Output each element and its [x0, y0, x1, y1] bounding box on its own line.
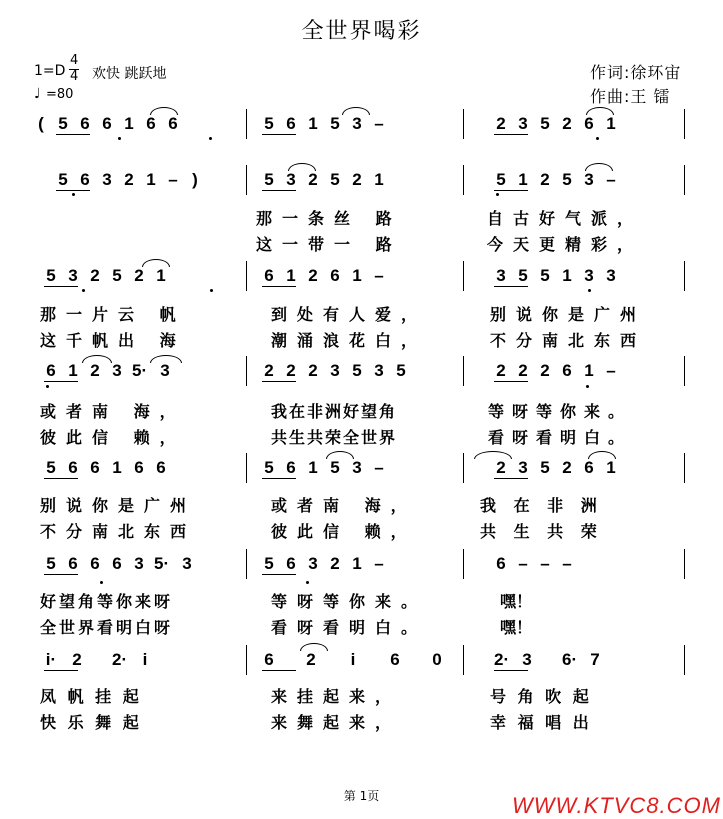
barline	[246, 645, 247, 675]
slur	[288, 163, 316, 171]
lyric-line: 幸 福 唱 出	[490, 713, 592, 732]
dash-extension: –	[606, 361, 616, 380]
barline	[463, 356, 464, 386]
octave-dot-below	[46, 385, 49, 388]
note: 6	[68, 554, 78, 573]
dash-extension: –	[518, 554, 528, 573]
slur	[150, 355, 182, 363]
eighth-beam	[262, 478, 296, 479]
note: 5	[330, 458, 340, 477]
note: i·	[45, 650, 57, 669]
lyric-line: 嘿！	[500, 592, 533, 611]
dash-extension: –	[374, 458, 384, 477]
barline	[684, 356, 685, 386]
octave-dot-below	[586, 385, 589, 388]
slur	[585, 163, 613, 171]
note: 3	[330, 361, 340, 380]
lyric-line: 共 生 共 荣	[480, 522, 603, 541]
note: 2	[90, 266, 100, 285]
eighth-beam	[44, 381, 78, 382]
note: 6	[80, 114, 90, 133]
note: 2	[562, 114, 572, 133]
lyric-line: 来挂起来，	[271, 687, 402, 706]
note: 5	[330, 114, 340, 133]
barline	[463, 549, 464, 579]
time-signature-top: 4	[70, 53, 79, 68]
eighth-beam	[262, 574, 296, 575]
note: 1	[352, 266, 362, 285]
note: 5	[562, 170, 572, 189]
lyric-line: 共生共荣全世界	[271, 428, 398, 447]
lyric-line: 快 乐 舞 起	[40, 713, 142, 732]
note: 3	[352, 114, 362, 133]
note: 5	[540, 114, 550, 133]
note: i	[142, 650, 148, 669]
note: 6	[168, 114, 178, 133]
note: 1	[374, 170, 384, 189]
octave-dot-below	[100, 581, 103, 584]
lyric-line: 彼此信 赖，	[271, 522, 417, 541]
note: 2	[286, 361, 296, 380]
eighth-beam	[262, 670, 296, 671]
note: 2	[562, 458, 572, 477]
eighth-beam	[494, 134, 528, 135]
lyric-line: 今天更精彩，	[487, 235, 644, 254]
eighth-beam	[44, 478, 78, 479]
slur	[588, 451, 616, 459]
note: 3	[606, 266, 616, 285]
octave-dot-below	[588, 289, 591, 292]
note: 2	[90, 361, 100, 380]
lyric-line: 彼此信 赖，	[40, 428, 186, 447]
note: 0	[432, 650, 442, 669]
note: 6	[584, 458, 594, 477]
metronome-bpm: =80	[46, 87, 74, 102]
note: 6	[584, 114, 594, 133]
dash-extension: –	[562, 554, 572, 573]
note: 3	[308, 554, 318, 573]
note: 2·	[112, 650, 128, 669]
note: 6	[264, 266, 274, 285]
note: 2	[540, 170, 550, 189]
note: i	[350, 650, 356, 669]
lyric-line: 嘿！	[500, 618, 533, 637]
barline	[463, 453, 464, 483]
eighth-beam	[494, 478, 528, 479]
note: 7	[590, 650, 600, 669]
lyric-line: 不分南北东西	[490, 331, 647, 350]
note: 1	[112, 458, 122, 477]
eighth-beam	[262, 286, 296, 287]
barline	[246, 165, 247, 195]
key-signature: 1=D	[34, 63, 66, 79]
dash-extension: –	[374, 266, 384, 285]
note: 3	[518, 458, 528, 477]
note: 5·	[154, 554, 170, 573]
dash-extension: –	[606, 170, 616, 189]
note: 3	[522, 650, 532, 669]
repeat-paren: )	[192, 170, 198, 189]
note: 5	[352, 361, 362, 380]
note: 5	[264, 114, 274, 133]
lyric-line: 自古好气派，	[487, 209, 644, 228]
slur	[142, 259, 170, 267]
slur	[150, 107, 178, 115]
lyric-line: 等呀等你来。	[488, 402, 633, 421]
eighth-beam	[262, 381, 296, 382]
octave-dot-below	[306, 581, 309, 584]
note: 6	[68, 458, 78, 477]
eighth-beam	[494, 381, 528, 382]
barline	[463, 165, 464, 195]
lyric-line: 我 在 非 洲	[480, 496, 603, 515]
lyric-line: 号 角 吹 起	[490, 687, 592, 706]
eighth-beam	[494, 286, 528, 287]
note: 2	[72, 650, 82, 669]
slur	[586, 107, 614, 115]
lyric-line: 看呀看明白。	[271, 618, 428, 637]
note: 1	[562, 266, 572, 285]
note: 2	[264, 361, 274, 380]
lyric-line: 那一条丝 路	[256, 209, 402, 228]
barline	[463, 645, 464, 675]
barline	[246, 453, 247, 483]
barline	[684, 261, 685, 291]
note: 1	[146, 170, 156, 189]
eighth-beam	[494, 670, 528, 671]
lyric-line: 那一片云 帆	[40, 305, 186, 324]
note: 6	[102, 114, 112, 133]
eighth-beam	[44, 574, 78, 575]
note: 6	[90, 554, 100, 573]
note: 2	[308, 361, 318, 380]
eighth-beam	[262, 190, 296, 191]
dash-extension: –	[168, 170, 178, 189]
composer: 作曲:王 镭	[590, 87, 671, 106]
note: 2	[352, 170, 362, 189]
lyric-line: 全世界看明白呀	[40, 618, 174, 637]
note: 1	[68, 361, 78, 380]
octave-dot-below	[72, 193, 75, 196]
barline	[463, 109, 464, 139]
eighth-beam	[56, 134, 90, 135]
slur	[82, 355, 112, 363]
lyric-line: 或者南 海，	[271, 496, 417, 515]
note: 1	[352, 554, 362, 573]
slur	[300, 643, 328, 651]
page-number: 第 1页	[343, 789, 380, 803]
note: 3	[518, 114, 528, 133]
note: 1	[156, 266, 166, 285]
barline	[246, 261, 247, 291]
barline	[684, 453, 685, 483]
lyric-line: 到处有人爱，	[271, 305, 428, 324]
lyric-line: 看呀看明白。	[488, 428, 633, 447]
barline	[246, 109, 247, 139]
barline	[246, 549, 247, 579]
barline	[684, 165, 685, 195]
eighth-beam	[262, 134, 296, 135]
note: 1	[606, 458, 616, 477]
time-signature-bottom: 4	[70, 69, 79, 84]
note: 3	[102, 170, 112, 189]
note: 1	[584, 361, 594, 380]
metronome-note-icon: ♩	[34, 86, 41, 102]
note: 6	[80, 170, 90, 189]
lyric-line: 别说你是广州	[490, 305, 647, 324]
octave-dot-below	[496, 193, 499, 196]
note: 5	[58, 114, 68, 133]
note: 2	[330, 554, 340, 573]
note: 5	[264, 458, 274, 477]
octave-dot-below	[210, 289, 213, 292]
dash-extension: –	[374, 554, 384, 573]
note: 6·	[562, 650, 578, 669]
lyric-line: 这一带一 路	[256, 235, 402, 254]
note: 3	[374, 361, 384, 380]
dash-extension: –	[540, 554, 550, 573]
eighth-beam	[56, 190, 90, 191]
note: 6	[286, 554, 296, 573]
slur	[342, 107, 370, 115]
lyric-line: 别说你是广州	[40, 496, 197, 515]
note: 5	[396, 361, 406, 380]
lyric-line: 来舞起来，	[271, 713, 402, 732]
barline	[463, 261, 464, 291]
barline	[684, 109, 685, 139]
note: 2·	[494, 650, 510, 669]
lyricist: 作词:徐环宙	[590, 63, 682, 82]
note: 2	[540, 361, 550, 380]
slur	[474, 451, 512, 459]
note: 6	[286, 114, 296, 133]
lyric-line: 这千帆出 海	[40, 331, 186, 350]
note: 5	[264, 554, 274, 573]
barline	[246, 356, 247, 386]
song-title: 全世界喝彩	[301, 19, 422, 44]
note: 1	[286, 266, 296, 285]
eighth-beam	[44, 286, 78, 287]
note: 5	[46, 266, 56, 285]
eighth-beam	[44, 670, 78, 671]
note: 6	[46, 361, 56, 380]
note: 2	[518, 361, 528, 380]
note: 6	[146, 114, 156, 133]
note: 5	[46, 458, 56, 477]
lyric-line: 等呀等你来。	[271, 592, 428, 611]
tempo-marking: 欢快 跳跃地	[92, 66, 167, 82]
note: 2	[124, 170, 134, 189]
lyric-line: 好望角等你来呀	[40, 592, 174, 611]
note: 6	[156, 458, 166, 477]
note: 2	[306, 650, 316, 669]
lyric-line: 凤 帆 挂 起	[40, 687, 142, 706]
note: 5	[46, 554, 56, 573]
note: 5	[330, 170, 340, 189]
note: 3	[496, 266, 506, 285]
note: 5	[496, 170, 506, 189]
octave-dot-below	[596, 137, 599, 140]
note: 6	[264, 650, 274, 669]
note: 1	[606, 114, 616, 133]
octave-dot-below	[82, 289, 85, 292]
note: 3	[182, 554, 192, 573]
note: 5	[540, 458, 550, 477]
note: 5	[264, 170, 274, 189]
octave-dot-below	[209, 137, 212, 140]
note: 6	[390, 650, 400, 669]
note: 2	[496, 458, 506, 477]
lyric-line: 潮涌浪花白，	[271, 331, 428, 350]
barline	[684, 549, 685, 579]
note: 5	[112, 266, 122, 285]
lyric-line: 或者南 海，	[40, 402, 186, 421]
note: 1	[308, 458, 318, 477]
note: 3	[112, 361, 122, 380]
site-watermark: WWW.KTVC8.COM	[512, 793, 721, 818]
eighth-beam	[494, 190, 528, 191]
note: 5·	[132, 361, 148, 380]
slur	[326, 451, 354, 459]
octave-dot-below	[118, 137, 121, 140]
note: 2	[496, 114, 506, 133]
note: 2	[308, 266, 318, 285]
note: 3	[160, 361, 170, 380]
note: 6	[286, 458, 296, 477]
note: 6	[90, 458, 100, 477]
barline	[684, 645, 685, 675]
dash-extension: –	[374, 114, 384, 133]
note: 6	[134, 458, 144, 477]
lyric-line: 不分南北东西	[40, 522, 197, 541]
note: 3	[68, 266, 78, 285]
note: 2	[308, 170, 318, 189]
note: 1	[124, 114, 134, 133]
note: 3	[352, 458, 362, 477]
note: 5	[58, 170, 68, 189]
lyric-line: 我在非洲好望角	[271, 402, 398, 421]
note: 1	[308, 114, 318, 133]
note: 2	[134, 266, 144, 285]
note: 3	[584, 266, 594, 285]
note: 5	[540, 266, 550, 285]
note: 1	[518, 170, 528, 189]
note: 5	[518, 266, 528, 285]
note: 3	[584, 170, 594, 189]
repeat-paren: (	[38, 114, 44, 133]
note: 3	[286, 170, 296, 189]
note: 6	[112, 554, 122, 573]
note: 6	[496, 554, 506, 573]
note: 2	[496, 361, 506, 380]
note: 6	[562, 361, 572, 380]
note: 6	[330, 266, 340, 285]
note: 3	[134, 554, 144, 573]
